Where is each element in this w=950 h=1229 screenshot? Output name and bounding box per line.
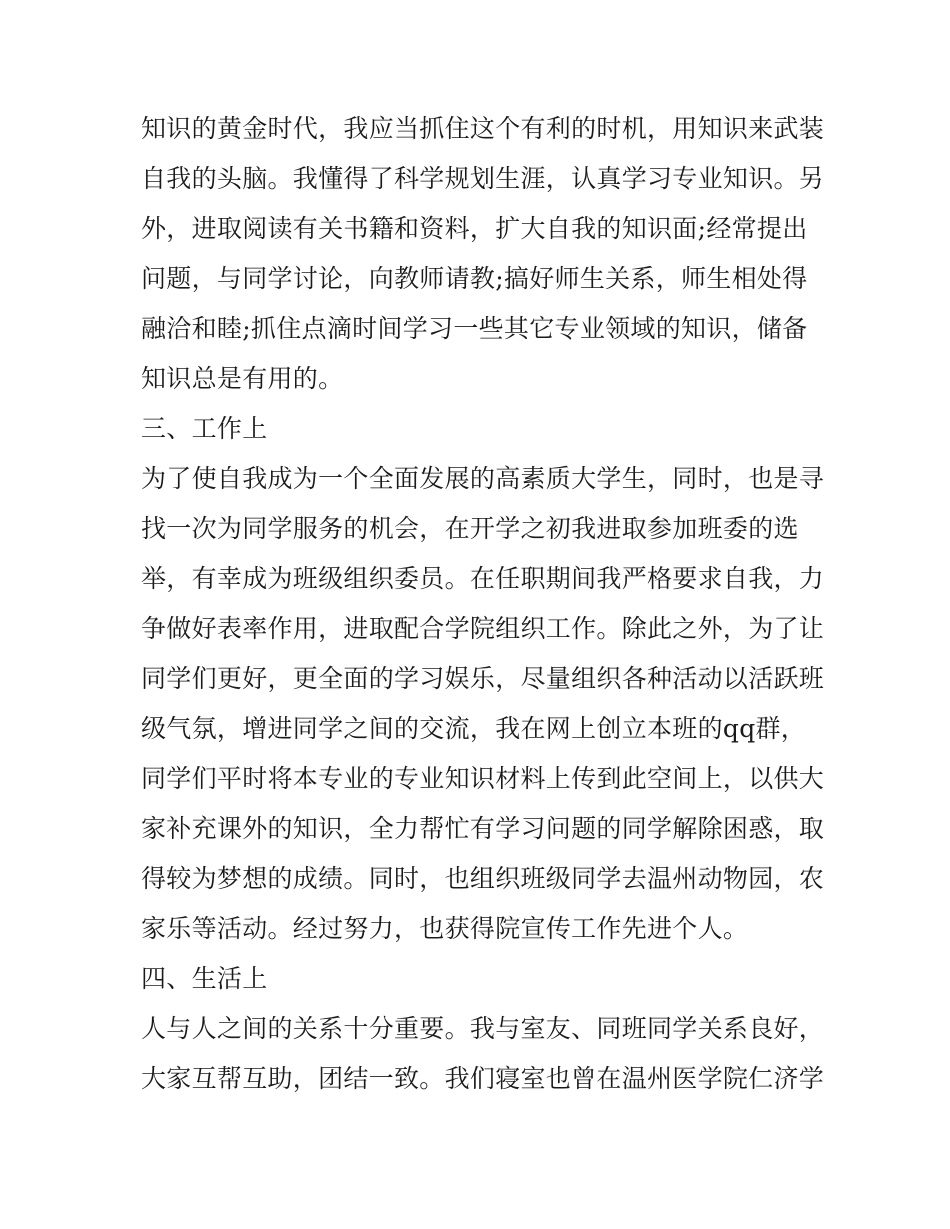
text-line: 家补充课外的知识，全力帮忙有学习问题的同学解除困惑，取 [141,814,825,843]
text-line: 外，进取阅读有关书籍和资料，扩大自我的知识面;经常提出 [141,214,808,243]
text-line: 同学们更好，更全面的学习娱乐，尽量组织各种活动以活跃班 [141,664,825,693]
text-line: 为了使自我成为一个全面发展的高素质大学生，同时，也是寻 [141,464,825,493]
text-line: 级气氛，增进同学之间的交流，我在网上创立本班的qq群， [141,714,807,743]
text-line: 融洽和睦;抓住点滴时间学习一些其它专业领域的知识，储备 [141,314,808,343]
text-line: 同学们平时将本专业的专业知识材料上传到此空间上，以供大 [141,764,825,793]
section-heading-life: 四、生活上 [141,964,268,993]
text-line: 找一次为同学服务的机会，在开学之初我进取参加班委的选 [141,514,799,543]
text-line: 知识的黄金时代，我应当抓住这个有利的时机，用知识来武装 [141,114,825,143]
text-line: 问题，与同学讨论，向教师请教;搞好师生关系，师生相处得 [141,264,808,293]
document-body [141,104,825,1104]
text-line: 知识总是有用的。 [141,364,344,393]
text-line: 得较为梦想的成绩。同时，也组织班级同学去温州动物园，农 [141,864,825,893]
text-line: 人与人之间的关系十分重要。我与室友、同班同学关系良好， [141,1014,825,1043]
section-heading-work: 三、工作上 [141,414,268,443]
text-line: 大家互帮互助，团结一致。我们寝室也曾在温州医学院仁济学 [141,1064,825,1093]
text-line: 自我的头脑。我懂得了科学规划生涯，认真学习专业知识。另 [141,164,825,193]
text-line: 争做好表率作用，进取配合学院组织工作。除此之外，为了让 [141,614,825,643]
text-line: 举，有幸成为班级组织委员。在任职期间我严格要求自我，力 [141,564,825,593]
text-line: 家乐等活动。经过努力，也获得院宣传工作先进个人。 [141,914,749,943]
